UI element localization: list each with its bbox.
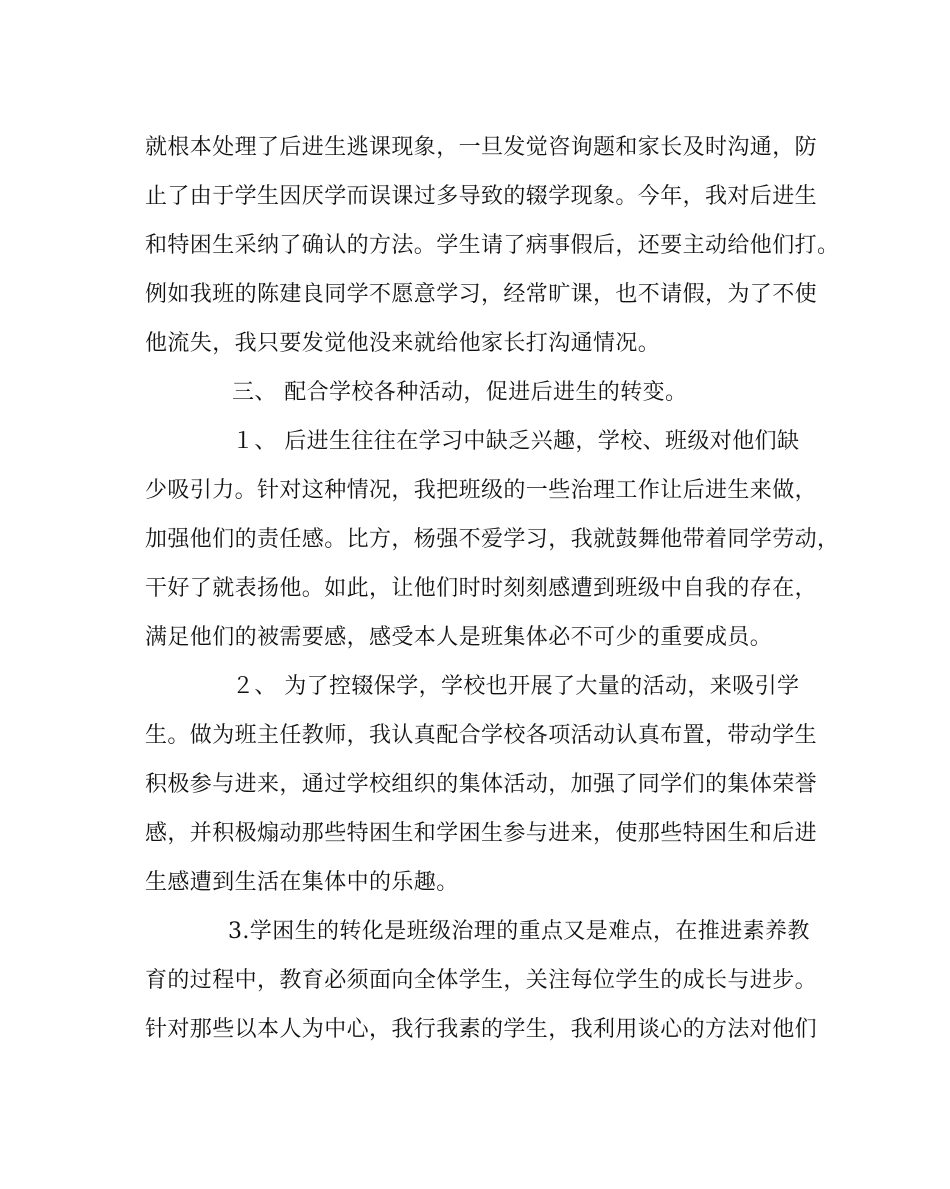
list-item-start: ２、 为了控辍保学，学校也开展了大量的活动，来吸引学 [232,674,800,699]
text-line: 感，并积极煽动那些特困生和学困生参与进来，使那些特困生和后进 [145,821,818,846]
text-line: 加强他们的责任感。比方，杨强不爱学习，我就鼓舞他带着同学劳动， [145,527,840,552]
text-line: 例如我班的陈建良同学不愿意学习，经常旷课，也不请假，为了不使 [145,282,818,307]
text-line: 止了由于学生因厌学而误课过多导致的辍学现象。今年，我对后进生 [145,184,818,209]
text-line: 和特困生采纳了确认的方法。学生请了病事假后，还要主动给他们打。 [145,233,840,258]
list-item-start: １、 后进生往往在学习中缺乏兴趣，学校、班级对他们缺 [232,429,800,454]
text-line: 生感遭到生活在集体中的乐趣。 [145,870,459,895]
section-heading: 三、 配合学校各种活动，促进后进生的转变。 [232,380,688,405]
text-line: 少吸引力。针对这种情况，我把班级的一些治理工作让后进生来做， [145,478,818,503]
text-line: 生。做为班主任教师，我认真配合学校各项活动认真布置，带动学生 [145,723,818,748]
text-line: 针对那些以本人为中心，我行我素的学生，我利用谈心的方法对他们 [145,1017,818,1042]
text-line: 干好了就表扬他。如此，让他们时时刻刻感遭到班级中自我的存在， [145,576,818,601]
text-line: 满足他们的被需要感，感受本人是班集体必不可少的重要成员。 [145,625,773,650]
text-line: 积极参与进来，通过学校组织的集体活动，加强了同学们的集体荣誉 [145,772,818,797]
text-line: 育的过程中，教育必须面向全体学生，关注每位学生的成长与进步。 [145,968,818,993]
text-line: 他流失，我只要发觉他没来就给他家长打沟通情况。 [145,331,661,356]
text-line: 就根本处理了后进生逃课现象，一旦发觉咨询题和家长及时沟通，防 [145,135,818,160]
list-item-start: 3.学困生的转化是班级治理的重点又是难点，在推进素养教 [228,919,810,944]
